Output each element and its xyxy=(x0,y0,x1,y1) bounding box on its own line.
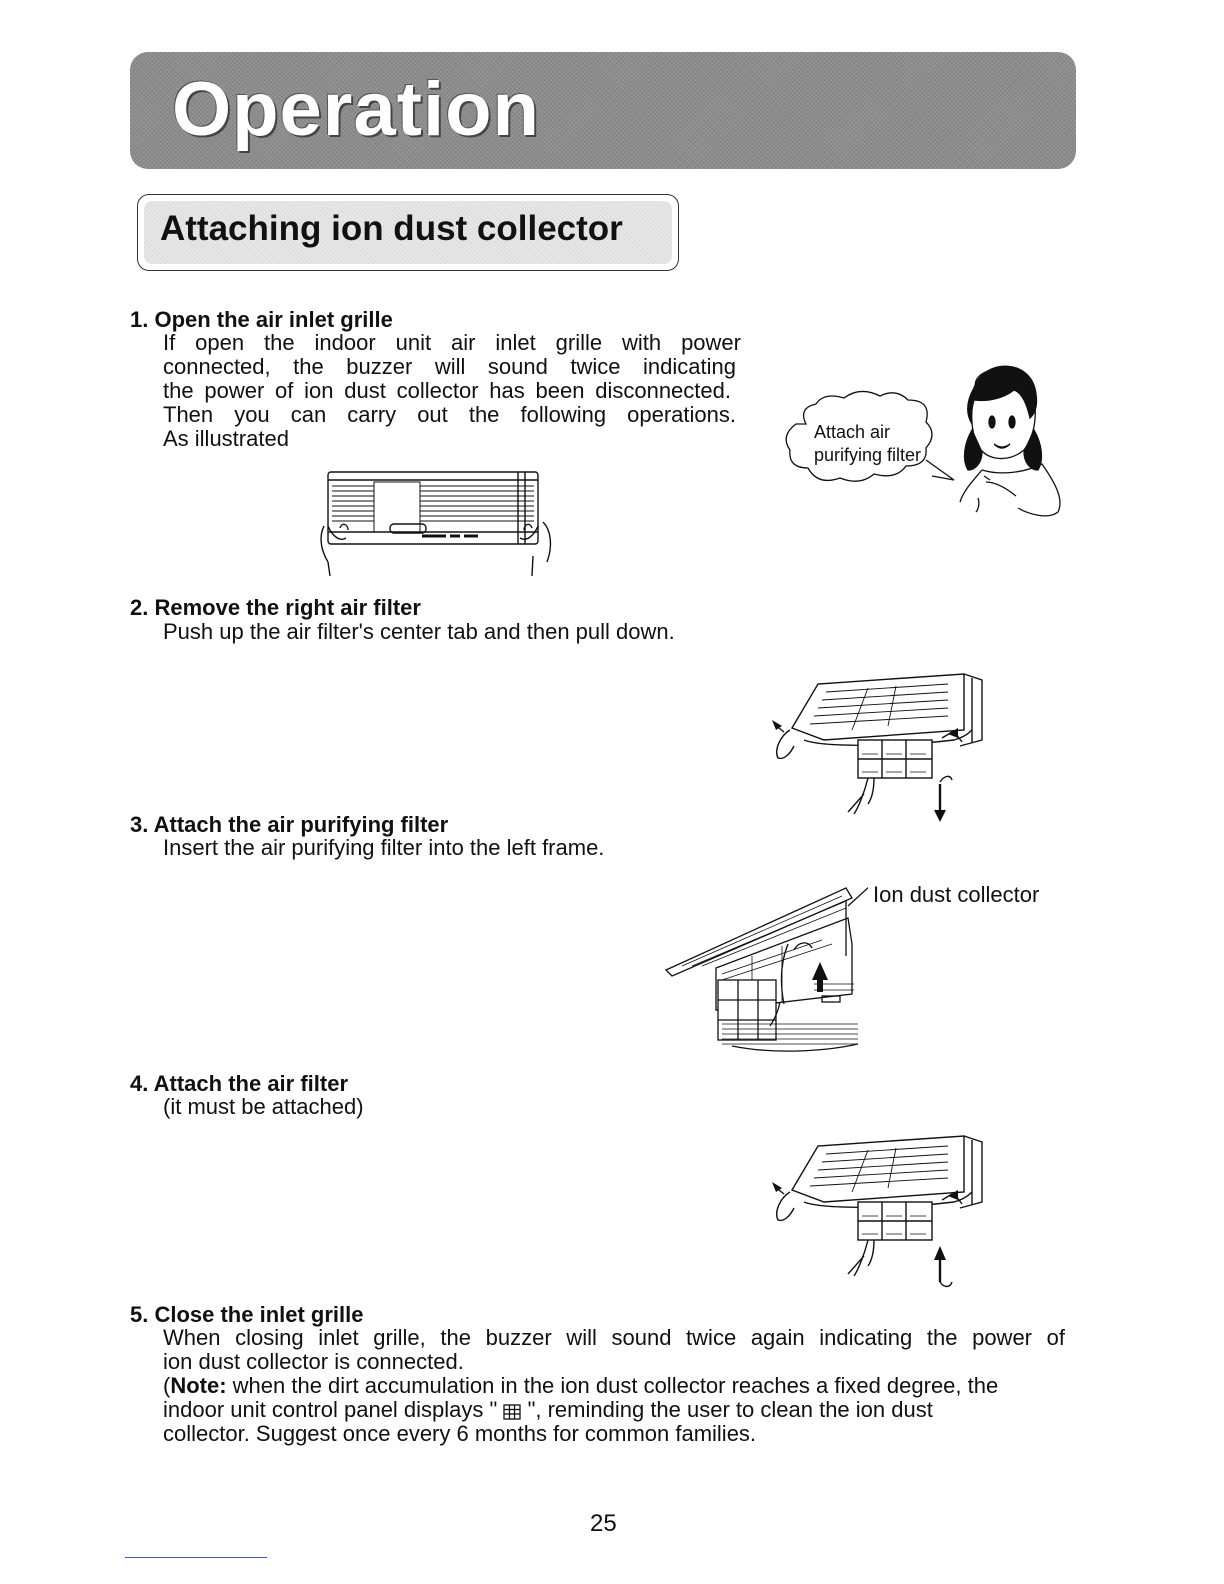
insert-purifying-filter-illustration xyxy=(662,884,868,1056)
step-4-text: (it must be attached) xyxy=(163,1094,364,1119)
remove-filter-illustration xyxy=(764,670,994,830)
note-line-1: (Note: when the dirt accumulation in the ion dust collector reaches a fixed degree, the xyxy=(163,1373,999,1398)
callout-line-2: purifying filter xyxy=(814,445,922,465)
ion-dust-collector-label: Ion dust collector xyxy=(873,882,1040,907)
step-1-text: If open the indoor unit air inlet grille with power connected, the buzzer will sound twice indicating the power of ion dust collector has been disconnected. Then you can carry out the following operations. As illustrated xyxy=(163,330,741,451)
attach-filter-illustration xyxy=(764,1132,994,1292)
section-heading-box xyxy=(137,194,679,271)
page-title: Operation xyxy=(172,67,540,152)
step-3-text: Insert the air purifying filter into the left frame. xyxy=(163,835,605,860)
filter-grid-icon xyxy=(503,1404,521,1420)
step-3-title: 3. Attach the air purifying filter xyxy=(130,812,449,837)
footer-rule xyxy=(125,1557,267,1558)
step-2-text: Push up the air filter's center tab and then pull down. xyxy=(163,619,675,644)
section-title: Attaching ion dust collector xyxy=(160,209,623,248)
step-1-title: 1. Open the air inlet grille xyxy=(130,307,393,332)
step-2-title: 2. Remove the right air filter xyxy=(130,595,421,620)
open-grille-illustration xyxy=(318,466,558,580)
step-5-title: 5. Close the inlet grille xyxy=(130,1302,364,1327)
note-line-2: indoor unit control panel displays " ", reminding the user to clean the ion dust xyxy=(163,1397,933,1422)
step-5-text: When closing inlet grille, the buzzer will sound twice again indicating the power of ion dust collector is connected. (Note: when the dirt accumulation in the ion dust collector reaches a fixed degree, the indoor unit control panel displays " ", reminding the user to clean the ion dust collector. Suggest once every 6 months for common families. xyxy=(163,1325,1065,1446)
callout-line-1: Attach air xyxy=(814,422,891,442)
header-banner xyxy=(130,52,1076,169)
page-number: 25 xyxy=(590,1510,617,1537)
step-4-title: 4. Attach the air filter xyxy=(130,1071,349,1096)
note-label: Note: xyxy=(170,1373,227,1398)
